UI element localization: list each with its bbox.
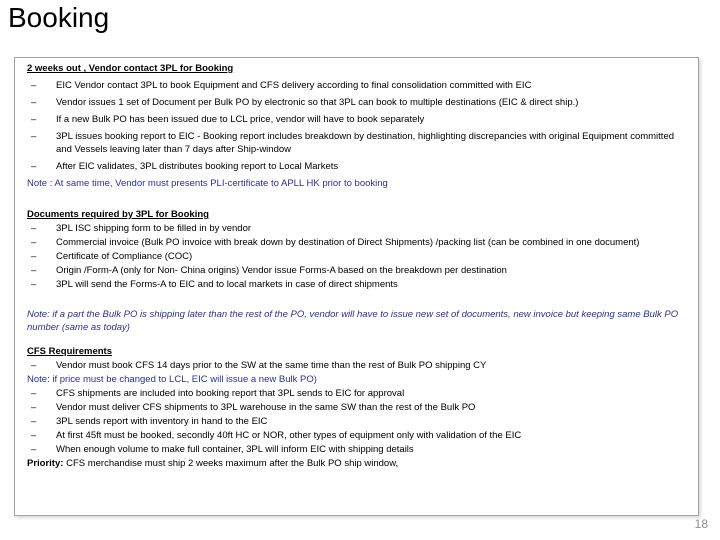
bullet-text: 3PL sends report with inventory in hand to the EIC	[56, 416, 268, 427]
bullet-item	[27, 264, 688, 277]
bullet-text: Vendor issues 1 set of Document per Bulk PO by electronic so that 3PL can book to multiple destinations (EIC & direct ship.)	[56, 97, 579, 108]
bullet-item	[27, 415, 688, 428]
bullet-dash: –	[31, 402, 37, 413]
priority-line	[27, 457, 688, 470]
bullet-dash: –	[31, 279, 37, 290]
bullet-dash: –	[31, 114, 37, 125]
note-split-shipment: Note: if a part the Bulk PO is shipping later than the rest of the PO, vendor will have to issue new set of documents, new invoice but keeping same Bulk PO number (same as today)	[27, 309, 679, 333]
bullet-dash: –	[31, 430, 37, 441]
section-heading: Documents required by 3PL for Booking	[27, 209, 209, 220]
bullet-dash: –	[31, 416, 37, 427]
bullet-item	[27, 359, 688, 372]
bullet-item	[27, 160, 688, 173]
content-box	[14, 57, 699, 516]
bullet-dash: –	[31, 237, 37, 248]
bullet-text: After EIC validates, 3PL distributes booking report to Local Markets	[56, 161, 339, 172]
bullet-dash: –	[31, 251, 37, 262]
bullet-item	[27, 236, 688, 249]
bullet-text: 3PL will send the Forms-A to EIC and to local markets in case of direct shipments	[56, 279, 398, 290]
bullet-text: 3PL issues booking report to EIC - Booking report includes breakdown by destination, highlighting discrepancies with original Equipment committed and Vessels leaving later than 7 days after Ship-window	[56, 131, 675, 155]
bullet-item	[27, 96, 688, 109]
page-number: 18	[694, 517, 708, 531]
section-documents	[27, 208, 688, 291]
bullet-dash: –	[31, 161, 37, 172]
bullet-item	[27, 222, 688, 235]
bullet-item	[27, 429, 688, 442]
section-booking	[27, 62, 688, 190]
bullet-item	[27, 250, 688, 263]
bullet-item	[27, 387, 688, 400]
spacer	[27, 292, 688, 308]
slide-title: Booking	[8, 2, 110, 33]
section-heading: 2 weeks out , Vendor contact 3PL for Booking	[27, 63, 234, 74]
bullet-text: Certificate of Compliance (COC)	[56, 251, 193, 262]
bullet-dash: –	[31, 388, 37, 399]
bullet-text: 3PL ISC shipping form to be filled in by vendor	[56, 223, 252, 234]
bullet-dash: –	[31, 223, 37, 234]
bullet-text: If a new Bulk PO has been issued due to LCL price, vendor will have to book separately	[56, 114, 425, 125]
bullet-text: EIC Vendor contact 3PL to book Equipment and CFS delivery according to final consolidation committed with EIC	[56, 80, 532, 91]
bullet-dash: –	[31, 80, 37, 91]
bullet-text: Vendor must deliver CFS shipments to 3PL warehouse in the same SW than the rest of the Bulk PO	[56, 402, 476, 413]
spacer	[27, 194, 688, 208]
bullet-item	[27, 443, 688, 456]
bullet-text: At first 45ft must be booked, secondly 40ft HC or NOR, other types of equipment only with validation of the EIC	[56, 430, 522, 441]
note-lcl-price: Note: if price must be changed to LCL, EIC will issue a new Bulk PO)	[27, 374, 317, 385]
bullet-text: When enough volume to make full container, 3PL will inform EIC with shipping details	[56, 444, 414, 455]
note-pli-certificate: Note : At same time, Vendor must presents PLI-certificate to APLL HK prior to booking	[27, 178, 388, 189]
bullet-dash: –	[31, 444, 37, 455]
bullet-item	[27, 401, 688, 414]
priority-label: Priority:	[27, 458, 64, 469]
priority-text: CFS merchandise must ship 2 weeks maximum after the Bulk PO ship window,	[63, 458, 399, 469]
bullet-item	[27, 278, 688, 291]
bullet-dash: –	[31, 97, 37, 108]
bullet-text: Commercial invoice (Bulk PO invoice with break down by destination of Direct Shipments) /packing list (can be combined in one document)	[56, 237, 640, 248]
bullet-dash: –	[31, 360, 37, 371]
bullet-dash: –	[31, 265, 37, 276]
bullet-item	[27, 130, 688, 156]
bullet-text: CFS shipments are included into booking report that 3PL sends to EIC for approval	[56, 388, 405, 399]
bullet-item	[27, 113, 688, 126]
section-heading: CFS Requirements	[27, 346, 112, 357]
bullet-text: Vendor must book CFS 14 days prior to the SW at the same time than the rest of Bulk PO shipping CY	[56, 360, 487, 371]
bullet-dash: –	[31, 131, 37, 142]
bullet-text: Origin /Form-A (only for Non- China origins) Vendor issue Forms-A based on the breakdown per destination	[56, 265, 507, 276]
spacer	[27, 334, 688, 345]
bullet-item	[27, 79, 688, 92]
section-cfs-requirements	[27, 345, 688, 470]
